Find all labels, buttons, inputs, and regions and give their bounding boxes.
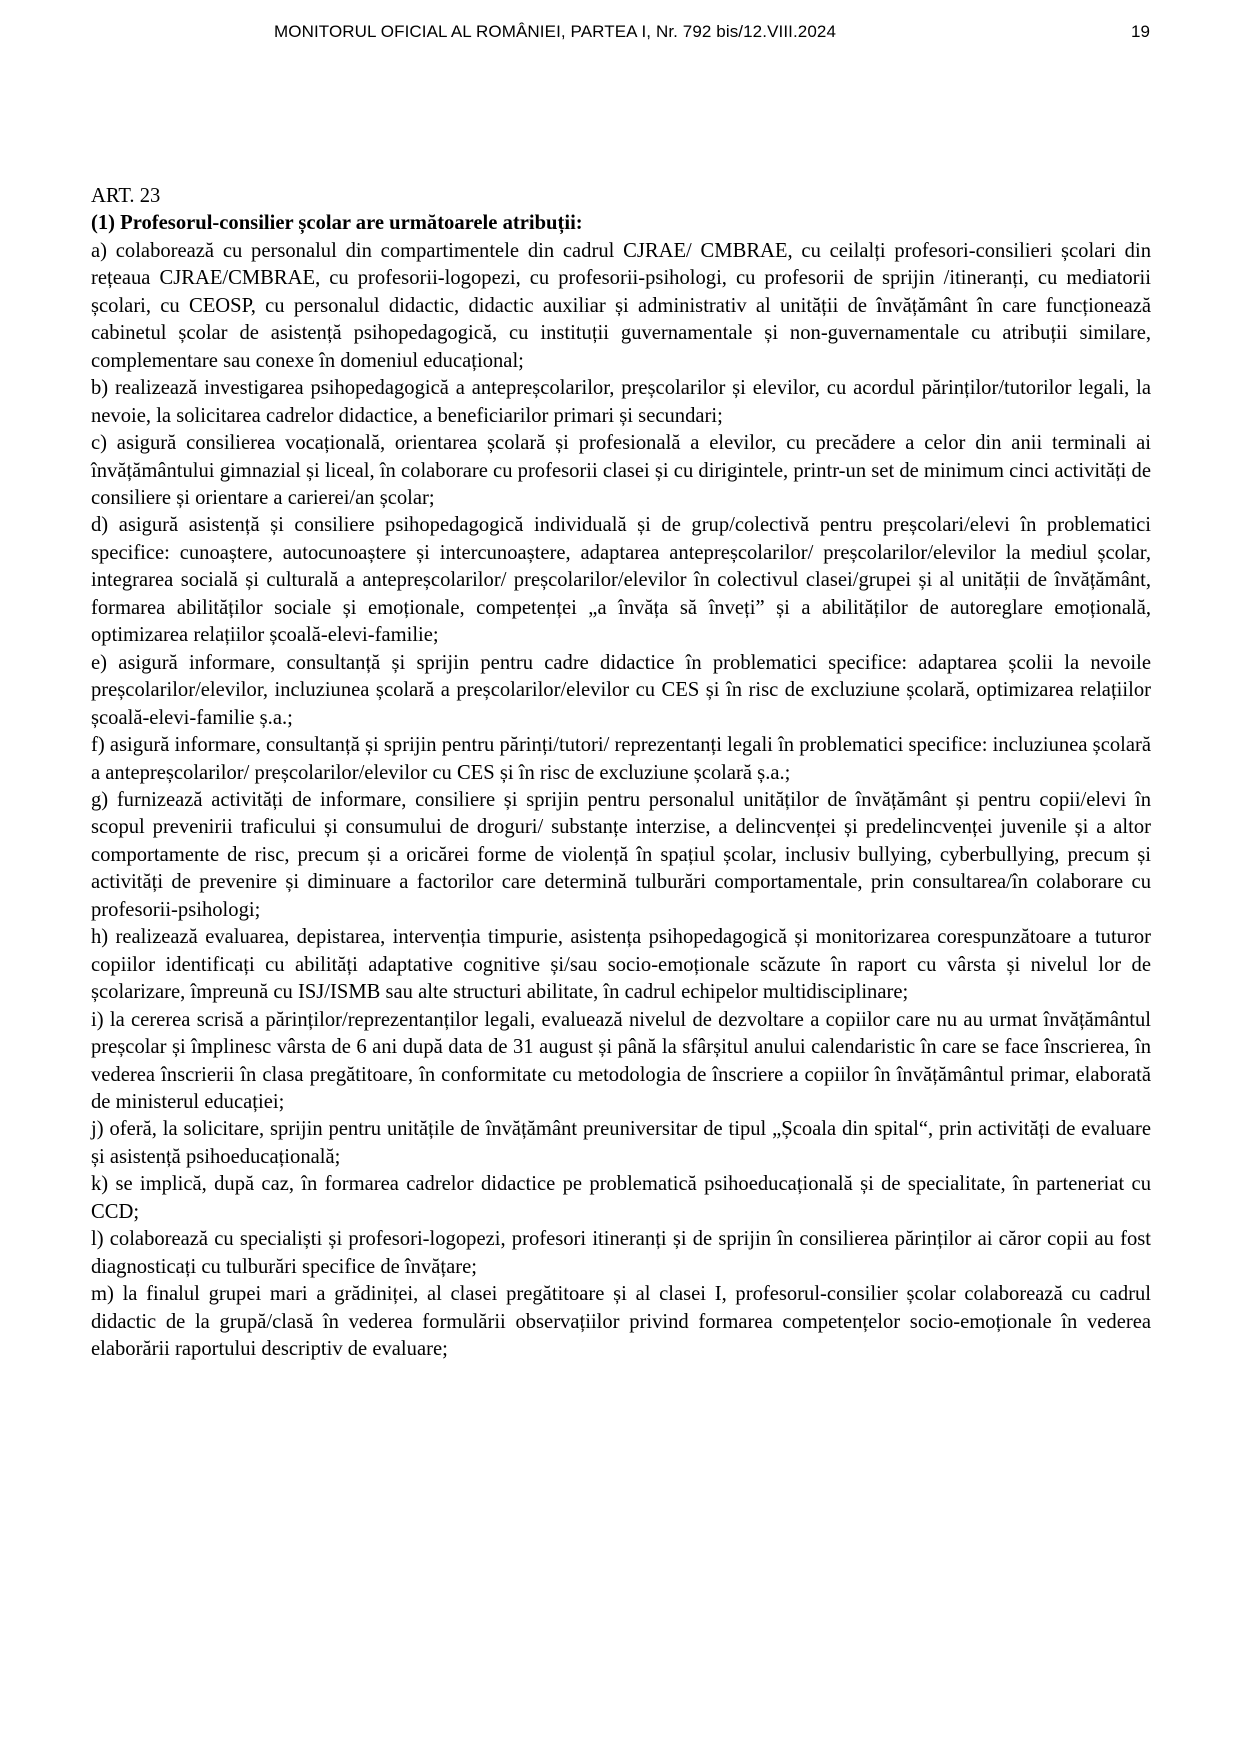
gazette-title: MONITORUL OFICIAL AL ROMÂNIEI, PARTEA I, Nr. 792 bis/12.VIII.2024 [273, 22, 837, 41]
list-item-j: j) oferă, la solicitare, sprijin pentru unitățile de învățământ preuniversitar de tipul „Școala din spital“, prin activități de evaluare și asistență psihoeducațională; [91, 1118, 1151, 1168]
list-item-b: b) realizează investigarea psihopedagogică a antepreșcolarilor, preșcolarilor și elevilor, cu acordul părinților/tutorilor legali, la nevoie, la solicitarea cadrelor didactice, a beneficiarilor primari și secundari; [91, 377, 1151, 427]
article-heading: ART. 23 [91, 185, 161, 207]
list-item-l: l) colaborează cu specialiști și profesori-logopezi, profesori itineranți și de sprijin în consilierea părinților ai căror copii au fost diagnosticați cu tulburări specifice de învățare; [91, 1228, 1151, 1278]
paragraph-title: (1) Profesorul-consilier școlar are următoarele atribuții: [91, 212, 583, 235]
list-item-c: c) asigură consilierea vocațională, orientarea școlară și profesională a elevilor, cu precădere a celor din anii terminali ai învățământului gimnazial și liceal, în colaborare cu profesorii clasei și cu dirigintele, printr-un set de minimum cinci activități de consiliere și orientare a carierei/an școlar; [91, 432, 1151, 509]
article-body [91, 183, 1151, 1363]
page-number: 19 [1131, 22, 1150, 41]
list-item-i: i) la cererea scrisă a părinților/reprezentanților legali, evaluează nivelul de dezvoltare a copiilor care nu au urmat învățământul preșcolar și împlinesc vârsta de 6 ani după data de 31 august și până la sfârșitul anului calendaristic în care se face înscrierea, în vederea înscrierii în clasa pregătitoare, în conformitate cu metodologia de înscriere a copiilor în învățământul primar, elaborată de ministerul educației; [91, 1008, 1151, 1113]
page-header [0, 22, 1240, 46]
list-item-d: d) asigură asistență și consiliere psihopedagogică individuală și de grup/colectivă pentru preșcolari/elevi în problematici specifice: cunoaștere, autocunoaștere și intercunoaștere, adaptarea antepreșcolarilor/ preșcolarilor/elevilor la mediul școlar, integrarea socială și culturală a antepreșcolarilor/ preșcolarilor/elevilor în colectivul clasei/grupei și al unității de învățământ, formarea abilităților sociale și emoționale, competenței „a învăța să înveți” și a abilităților de autoreglare emoțională, optimizarea relațiilor școală-elevi-familie; [91, 514, 1151, 647]
list-item-h: h) realizează evaluarea, depistarea, intervenția timpurie, asistența psihopedagogică și monitorizarea corespunzătoare a tuturor copiilor identificați cu abilități adaptative cognitive și/sau socio-emoționale scăzute în raport cu vârsta și nivelul lor de școlarizare, împreună cu ISJ/ISMB sau alte structuri abilitate, în cadrul echipelor multidisciplinare; [91, 926, 1151, 1004]
list-item-g: g) furnizează activități de informare, consiliere și sprijin pentru personalul unităților de învățământ și pentru copii/elevi în scopul prevenirii traficului și consumului de droguri/ substanțe interzise, a delincvenței și predelincvenței juvenile și a altor comportamente de risc, precum și a oricărei forme de violență în spațiul școlar, inclusiv bullying, cyberbullying, precum și activități de prevenire și diminuare a factorilor care determină tulburări comportamentale, prin consultarea/în colaborare cu profesorii-psihologi; [91, 788, 1151, 921]
list-item-k: k) se implică, după caz, în formarea cadrelor didactice pe problematică psihoeducațională și de specialitate, în parteneriat cu CCD; [91, 1173, 1151, 1223]
list-item-e: e) asigură informare, consultanță și sprijin pentru cadre didactice în problematici specifice: adaptarea școlii la nevoile preșcolarilor/elevilor, incluziunea școlară a preșcolarilor/elevilor cu CES și în risc de excluziune școlară, optimizarea relațiilor școală-elevi-familie ș.a.; [91, 651, 1151, 729]
list-item-m: m) la finalul grupei mari a grădiniței, al clasei pregătitoare și al clasei I, profesorul-consilier școlar colaborează cu cadrul didactic de la grupă/clasă în vederea formulării observațiilor privind formarea competențelor socio-emoționale în vederea elaborării raportului descriptiv de evaluare; [91, 1283, 1151, 1361]
list-item-f: f) asigură informare, consultanță și sprijin pentru părinți/tutori/ reprezentanți legali în problematici specifice: incluziunea școlară a antepreșcolarilor/ preșcolarilor/elevilor cu CES și în risc de excluziune școlară ș.a.; [91, 734, 1151, 784]
list-item-a: a) colaborează cu personalul din compartimentele din cadrul CJRAE/ CMBRAE, cu ceilalți profesori-consilieri școlari din rețeaua CJRAE/CMBRAE, cu profesorii-logopezi, cu profesorii-psihologi, cu profesorii de sprijin /itineranți, cu mediatorii școlari, cu CEOSP, cu personalul didactic, didactic auxiliar și administrativ al unității de învățământ în care funcționează cabinetul școlar de asistență psihopedagogică, cu instituții guvernamentale și non-guvernamentale cu atribuții similare, complementare sau conexe în domeniul educațional; [91, 239, 1151, 372]
